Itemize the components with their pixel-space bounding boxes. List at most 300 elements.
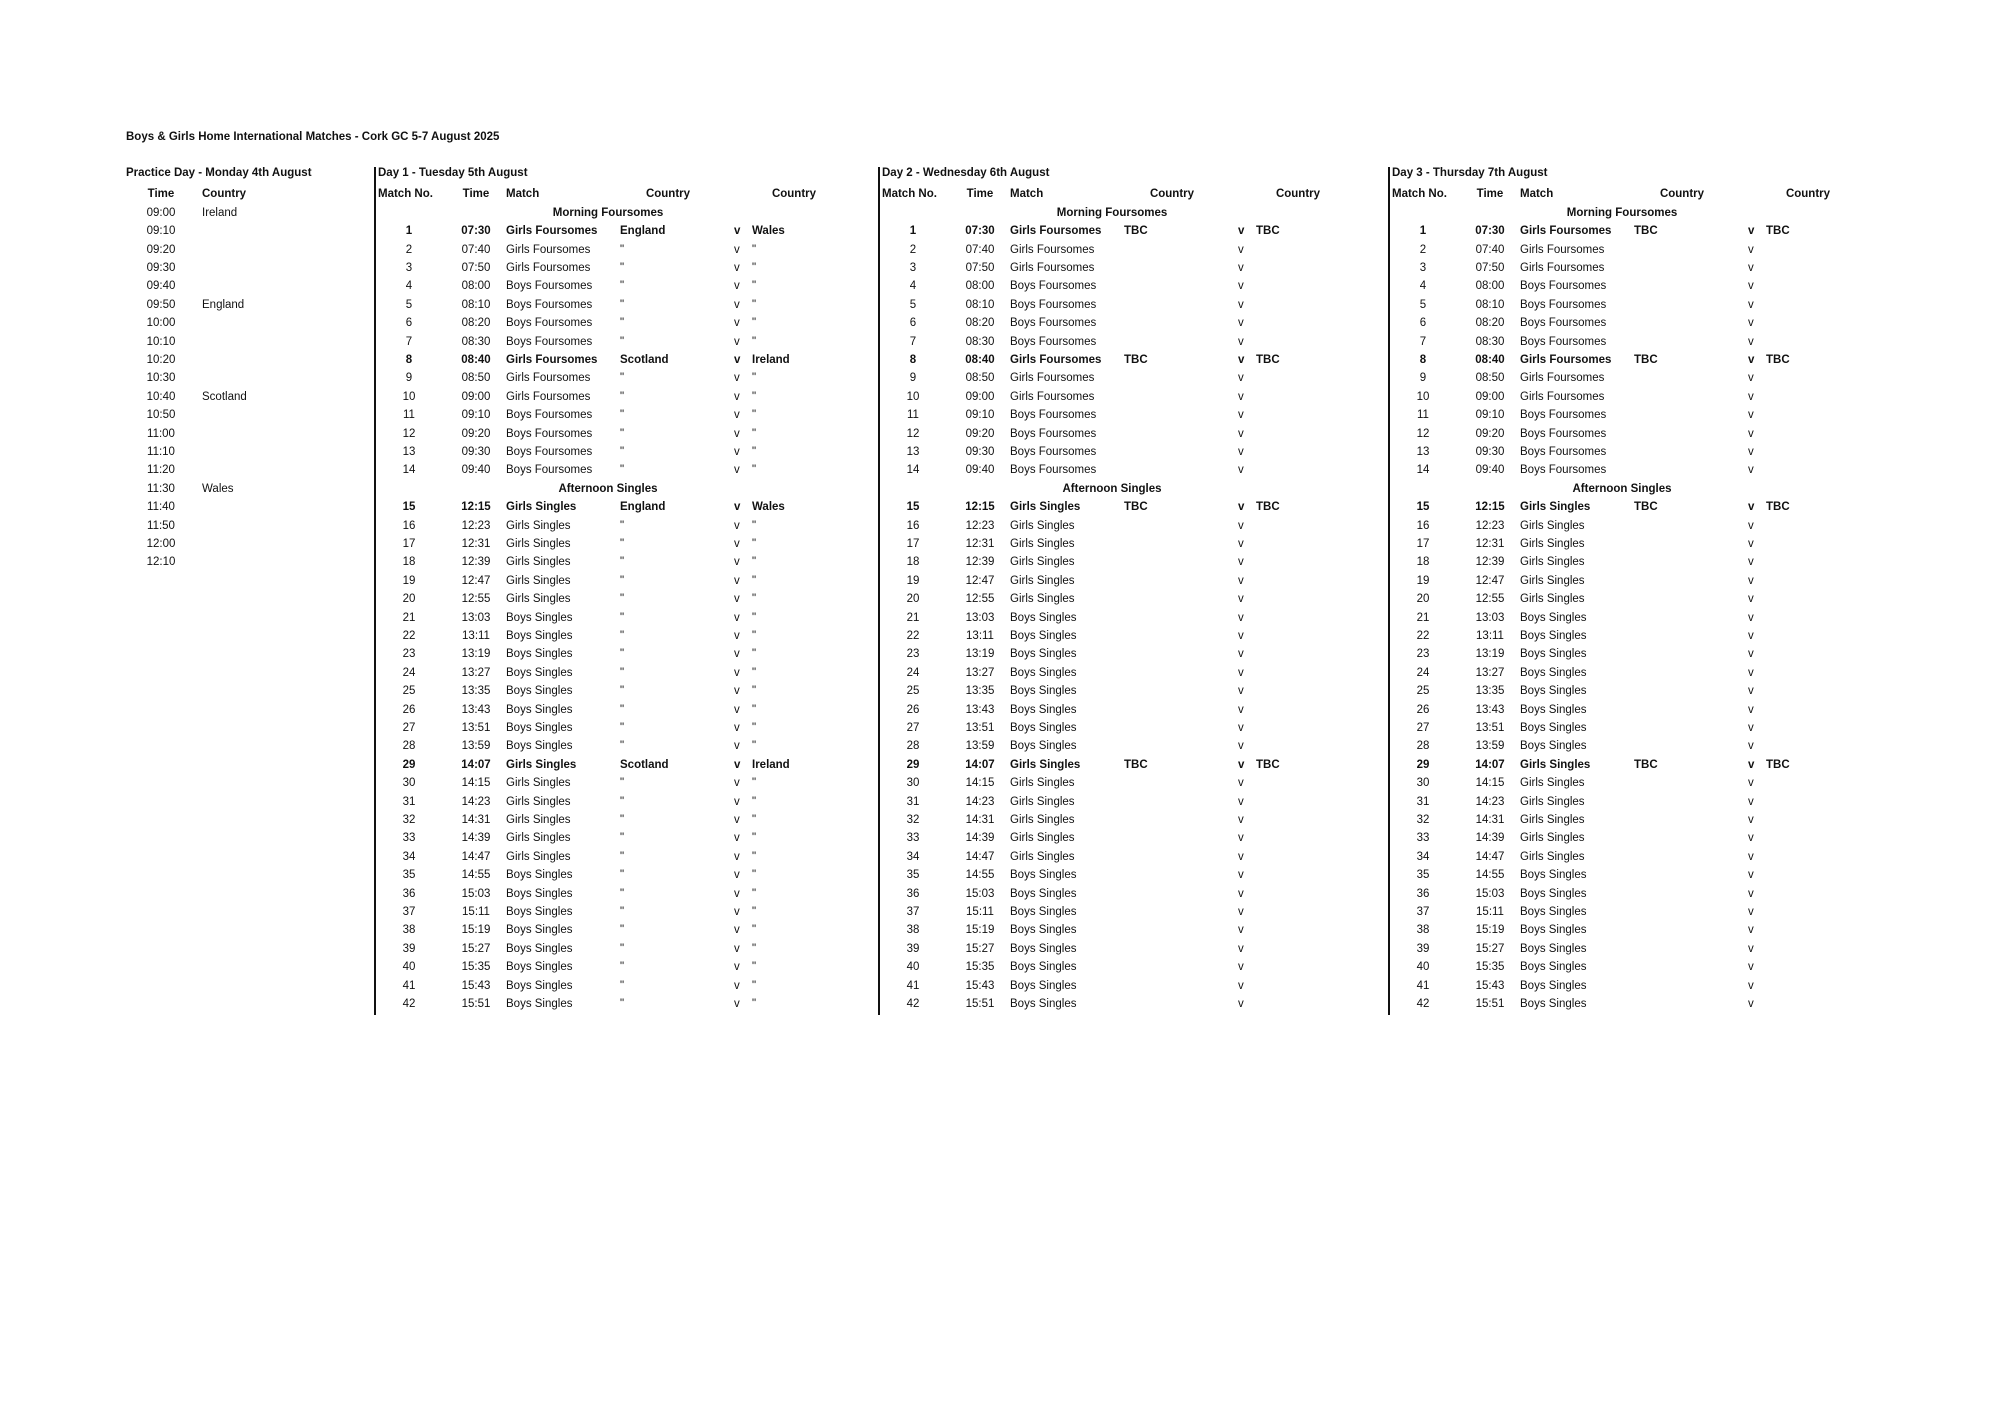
match-number: 13 — [1416, 446, 1430, 458]
match-type: Girls Singles — [1520, 574, 1585, 587]
match-type: Boys Singles — [1520, 703, 1587, 716]
practice-row — [126, 333, 366, 351]
country-1-ditto: " — [620, 961, 625, 974]
country-1: TBC — [1634, 354, 1658, 366]
match-time: 14:31 — [461, 814, 491, 826]
country-2-ditto: " — [752, 262, 757, 274]
versus-marker: v — [734, 961, 740, 974]
match-number: 36 — [906, 887, 920, 900]
match-type: Girls Singles — [1520, 538, 1585, 550]
country-2-ditto: " — [752, 998, 757, 1010]
country-2-ditto: " — [752, 666, 757, 679]
match-time: 08:40 — [965, 354, 995, 366]
match-row — [1392, 682, 1852, 700]
match-row — [1392, 553, 1852, 571]
match-number: 40 — [1416, 961, 1430, 974]
practice-country-header: Country — [202, 188, 247, 201]
match-row — [882, 627, 1342, 645]
match-number: 27 — [1416, 722, 1430, 734]
versus-marker: v — [1748, 556, 1754, 569]
match-time: 08:20 — [965, 317, 995, 330]
versus-marker: v — [1238, 942, 1244, 955]
versus-marker: v — [1238, 317, 1244, 330]
practice-row — [126, 204, 366, 222]
match-number: 30 — [906, 777, 920, 790]
versus-marker: v — [1748, 298, 1754, 311]
country-header: Country — [1659, 188, 1705, 201]
match-type: Boys Singles — [506, 630, 573, 642]
match-number: 1 — [909, 225, 917, 238]
match-row — [882, 277, 1342, 295]
match-row — [1392, 664, 1852, 682]
match-row — [882, 498, 1342, 516]
match-type: Girls Singles — [1010, 850, 1075, 863]
match-time: 12:55 — [965, 593, 995, 606]
match-number: 8 — [405, 354, 413, 366]
match-row — [882, 866, 1342, 884]
time-header: Time — [966, 188, 994, 201]
match-time: 14:23 — [1475, 795, 1505, 808]
morning-foursomes-label: Morning Foursomes — [552, 206, 664, 219]
country-header: Country — [1785, 188, 1831, 201]
versus-marker: v — [734, 298, 740, 311]
match-number: 24 — [1416, 666, 1430, 679]
versus-marker: v — [1748, 427, 1754, 440]
versus-marker: v — [1238, 685, 1244, 698]
match-row — [1392, 977, 1852, 995]
match-time: 09:00 — [461, 390, 491, 403]
match-number: 28 — [1416, 740, 1430, 753]
match-time: 08:50 — [965, 372, 995, 385]
country-2-ditto: " — [752, 906, 757, 918]
match-type: Boys Singles — [1520, 722, 1587, 734]
country-1-ditto: " — [620, 703, 625, 716]
versus-marker: v — [1748, 887, 1754, 900]
match-time: 15:11 — [462, 906, 490, 918]
country-1: England — [620, 225, 666, 238]
match-time: 09:30 — [461, 446, 491, 458]
match-number: 21 — [906, 611, 920, 624]
match-number: 13 — [402, 446, 416, 458]
versus-marker: v — [1238, 998, 1244, 1010]
versus-marker: v — [1748, 979, 1754, 992]
country-2-ditto: " — [752, 887, 757, 900]
match-time: 12:31 — [1475, 538, 1505, 550]
versus-marker: v — [1748, 942, 1754, 955]
match-type: Boys Singles — [1010, 648, 1077, 661]
versus-marker: v — [734, 409, 740, 422]
match-number: 29 — [402, 758, 416, 771]
match-number: 5 — [1419, 298, 1427, 311]
match-type: Girls Singles — [1520, 850, 1585, 863]
country-2-ditto: " — [752, 556, 757, 569]
match-number: 29 — [1416, 758, 1430, 771]
match-time: 09:10 — [965, 409, 995, 422]
versus-marker: v — [1748, 740, 1754, 753]
match-number: 14 — [1416, 464, 1430, 477]
match-row — [882, 793, 1342, 811]
versus-marker: v — [1748, 648, 1754, 661]
practice-time: 10:40 — [146, 390, 176, 403]
country-1-ditto: " — [620, 777, 625, 790]
match-time: 14:47 — [1475, 850, 1505, 863]
country-2-ditto: " — [752, 648, 757, 661]
match-number: 8 — [1419, 354, 1427, 366]
versus-marker: v — [734, 906, 740, 918]
match-time: 13:51 — [1475, 722, 1505, 734]
match-row — [1392, 296, 1852, 314]
match-time: 14:31 — [1475, 814, 1505, 826]
practice-time: 10:50 — [146, 409, 176, 422]
versus-marker: v — [1238, 280, 1244, 293]
match-type: Girls Foursomes — [506, 390, 591, 403]
match-type: Boys Foursomes — [1010, 427, 1097, 440]
match-number: 41 — [402, 979, 416, 992]
country-1-ditto: " — [620, 648, 625, 661]
match-row — [882, 314, 1342, 332]
match-time: 13:03 — [965, 611, 995, 624]
match-type: Boys Singles — [1010, 942, 1077, 955]
versus-marker: v — [1748, 519, 1754, 532]
match-time: 15:43 — [461, 979, 491, 992]
versus-marker: v — [1238, 354, 1245, 366]
match-time: 12:47 — [1475, 574, 1505, 587]
country-2: Ireland — [752, 354, 790, 366]
match-row — [378, 664, 838, 682]
match-type: Boys Singles — [506, 906, 573, 918]
match-row — [882, 443, 1342, 461]
match-type: Boys Foursomes — [1520, 427, 1607, 440]
match-type: Boys Singles — [506, 666, 573, 679]
day-header-row — [378, 185, 838, 203]
country-2-ditto: " — [752, 832, 757, 845]
versus-marker: v — [734, 740, 740, 753]
practice-time: 11:20 — [147, 464, 175, 477]
versus-marker: v — [1748, 574, 1754, 587]
match-number: 15 — [906, 501, 920, 514]
match-type: Girls Singles — [1010, 593, 1075, 606]
match-number: 9 — [1419, 372, 1427, 385]
versus-marker: v — [1238, 777, 1244, 790]
match-time: 15:19 — [461, 924, 491, 937]
match-number: 3 — [909, 262, 917, 274]
match-number: 22 — [906, 630, 920, 642]
match-number: 20 — [906, 593, 920, 606]
country-1-ditto: " — [620, 722, 625, 734]
match-row — [378, 719, 838, 737]
versus-marker: v — [1238, 869, 1244, 882]
match-row — [882, 701, 1342, 719]
country-1-ditto: " — [620, 795, 625, 808]
versus-marker: v — [1238, 335, 1244, 348]
match-number: 41 — [1416, 979, 1430, 992]
versus-marker: v — [1238, 887, 1244, 900]
match-time: 09:40 — [461, 464, 491, 477]
match-type: Boys Singles — [1520, 648, 1587, 661]
match-row — [378, 995, 838, 1013]
versus-marker: v — [734, 869, 740, 882]
match-number: 35 — [1416, 869, 1430, 882]
match-type: Boys Singles — [1010, 666, 1077, 679]
country-2: TBC — [1766, 225, 1790, 238]
match-row — [1392, 701, 1852, 719]
match-row — [1392, 885, 1852, 903]
versus-marker: v — [734, 630, 740, 642]
country-header: Country — [1149, 188, 1195, 201]
country-2-ditto: " — [752, 446, 757, 458]
match-row — [378, 848, 838, 866]
match-time: 14:07 — [1475, 758, 1505, 771]
country-2-ditto: " — [752, 979, 757, 992]
match-type: Girls Singles — [1520, 501, 1591, 514]
match-time: 13:03 — [1475, 611, 1505, 624]
match-number: 5 — [405, 298, 413, 311]
practice-row — [126, 425, 366, 443]
match-type: Boys Foursomes — [1520, 335, 1607, 348]
match-no-header: Match No. — [1392, 188, 1447, 201]
match-type: Girls Singles — [1520, 814, 1585, 826]
day-title: Day 2 - Wednesday 6th August — [882, 167, 1050, 179]
match-number: 38 — [906, 924, 920, 937]
match-type: Boys Singles — [1520, 685, 1587, 698]
match-time: 14:39 — [461, 832, 491, 845]
match-row — [378, 774, 838, 792]
match-row — [1392, 829, 1852, 847]
match-row — [882, 903, 1342, 921]
match-row — [378, 222, 838, 240]
country-2-ditto: " — [752, 593, 757, 606]
country-2-ditto: " — [752, 795, 757, 808]
match-type: Girls Foursomes — [506, 354, 598, 366]
practice-time-header: Time — [147, 188, 175, 201]
match-number: 10 — [1416, 390, 1430, 403]
match-number: 24 — [402, 666, 416, 679]
match-number: 14 — [906, 464, 920, 477]
match-type: Boys Singles — [1010, 924, 1077, 937]
country-2-ditto: " — [752, 298, 757, 311]
match-number: 38 — [402, 924, 416, 937]
match-time: 15:03 — [965, 887, 995, 900]
match-row — [882, 977, 1342, 995]
match-row — [882, 259, 1342, 277]
versus-marker: v — [1748, 685, 1754, 698]
match-number: 42 — [1416, 998, 1430, 1010]
match-time: 13:43 — [965, 703, 995, 716]
match-row — [378, 829, 838, 847]
match-time: 15:51 — [965, 998, 995, 1010]
versus-marker: v — [1238, 814, 1244, 826]
morning-foursomes-label: Morning Foursomes — [1056, 206, 1168, 219]
practice-row — [126, 241, 366, 259]
match-time: 15:27 — [1475, 942, 1505, 955]
match-type: Boys Foursomes — [506, 298, 593, 311]
match-row — [378, 627, 838, 645]
match-time: 09:20 — [461, 427, 491, 440]
practice-header-row — [126, 185, 366, 203]
match-time: 12:15 — [1475, 501, 1505, 514]
versus-marker: v — [1748, 225, 1755, 238]
match-row — [882, 553, 1342, 571]
practice-country: Ireland — [202, 206, 238, 219]
match-row — [378, 793, 838, 811]
match-time: 09:00 — [1475, 390, 1505, 403]
match-time: 08:10 — [965, 298, 995, 311]
versus-marker: v — [1748, 354, 1755, 366]
versus-marker: v — [734, 832, 740, 845]
match-time: 07:50 — [461, 262, 491, 274]
match-time: 07:40 — [461, 243, 491, 256]
match-type: Boys Singles — [1520, 906, 1587, 918]
match-number: 40 — [402, 961, 416, 974]
match-row — [1392, 793, 1852, 811]
match-time: 15:03 — [1475, 887, 1505, 900]
match-type: Girls Singles — [506, 501, 577, 514]
versus-marker: v — [1748, 777, 1754, 790]
match-number: 23 — [402, 648, 416, 661]
practice-time: 09:00 — [146, 206, 176, 219]
match-row — [378, 609, 838, 627]
versus-marker: v — [734, 538, 740, 550]
country-1-ditto: " — [620, 850, 625, 863]
match-type: Boys Singles — [1520, 979, 1587, 992]
match-row — [1392, 848, 1852, 866]
country-2-ditto: " — [752, 335, 757, 348]
practice-row — [126, 535, 366, 553]
match-number: 40 — [906, 961, 920, 974]
match-time: 08:00 — [1475, 280, 1505, 293]
versus-marker: v — [1748, 464, 1754, 477]
match-number: 36 — [1416, 887, 1430, 900]
match-type: Boys Foursomes — [1010, 409, 1097, 422]
country-1-ditto: " — [620, 335, 625, 348]
match-time: 08:40 — [461, 354, 491, 366]
country-1: TBC — [1124, 225, 1148, 238]
match-time: 12:15 — [965, 501, 995, 514]
match-row — [882, 940, 1342, 958]
match-type: Girls Singles — [1010, 501, 1081, 514]
match-row — [378, 885, 838, 903]
match-row — [882, 995, 1342, 1013]
match-type: Boys Singles — [506, 685, 573, 698]
country-1: England — [620, 501, 666, 514]
country-2-ditto: " — [752, 850, 757, 863]
match-row — [1392, 572, 1852, 590]
match-type: Boys Foursomes — [1520, 446, 1607, 458]
match-type: Girls Singles — [506, 519, 571, 532]
practice-time: 09:40 — [146, 280, 176, 293]
match-type: Girls Singles — [1010, 777, 1075, 790]
versus-marker: v — [1748, 832, 1754, 845]
match-time: 12:39 — [965, 556, 995, 569]
practice-time: 11:50 — [147, 519, 175, 532]
match-time: 14:23 — [461, 795, 491, 808]
match-time: 13:11 — [966, 630, 994, 642]
match-type: Boys Singles — [1010, 611, 1077, 624]
match-row — [1392, 921, 1852, 939]
match-time: 07:30 — [965, 225, 995, 238]
match-time: 14:07 — [461, 758, 491, 771]
practice-row — [126, 498, 366, 516]
country-2: TBC — [1256, 501, 1280, 514]
country-1-ditto: " — [620, 280, 625, 293]
match-type: Boys Singles — [506, 979, 573, 992]
match-type: Boys Foursomes — [1520, 409, 1607, 422]
match-row — [1392, 737, 1852, 755]
country-1-ditto: " — [620, 814, 625, 826]
country-2-ditto: " — [752, 777, 757, 790]
match-row — [378, 811, 838, 829]
versus-marker: v — [1748, 906, 1754, 918]
versus-marker: v — [734, 979, 740, 992]
match-type: Boys Singles — [506, 703, 573, 716]
match-time: 08:10 — [461, 298, 491, 311]
match-row — [882, 333, 1342, 351]
match-number: 34 — [1416, 850, 1430, 863]
match-time: 15:43 — [1475, 979, 1505, 992]
match-row — [378, 645, 838, 663]
versus-marker: v — [734, 924, 740, 937]
match-row — [378, 277, 838, 295]
match-time: 15:11 — [1476, 906, 1504, 918]
match-type: Girls Singles — [506, 777, 571, 790]
match-row — [1392, 756, 1852, 774]
match-no-header: Match No. — [882, 188, 937, 201]
match-row — [1392, 351, 1852, 369]
country-1-ditto: " — [620, 538, 625, 550]
match-time: 15:51 — [1475, 998, 1505, 1010]
country-2-ditto: " — [752, 390, 757, 403]
country-1-ditto: " — [620, 464, 625, 477]
versus-marker: v — [1238, 519, 1244, 532]
versus-marker: v — [1748, 372, 1754, 385]
match-time: 09:30 — [965, 446, 995, 458]
country-1-ditto: " — [620, 887, 625, 900]
match-row — [378, 958, 838, 976]
match-number: 12 — [1416, 427, 1430, 440]
versus-marker: v — [734, 446, 740, 458]
match-time: 12:39 — [1475, 556, 1505, 569]
versus-marker: v — [1238, 409, 1244, 422]
country-1-ditto: " — [620, 740, 625, 753]
match-number: 16 — [1416, 519, 1430, 532]
versus-marker: v — [1238, 593, 1244, 606]
match-type: Boys Foursomes — [506, 427, 593, 440]
country-1: TBC — [1124, 354, 1148, 366]
match-type: Girls Singles — [506, 556, 571, 569]
versus-marker: v — [734, 942, 740, 955]
match-type: Girls Singles — [1520, 519, 1585, 532]
practice-time: 11:10 — [147, 446, 175, 458]
match-number: 13 — [906, 446, 920, 458]
match-time: 12:55 — [1475, 593, 1505, 606]
match-type: Boys Foursomes — [506, 335, 593, 348]
match-time: 12:23 — [1475, 519, 1505, 532]
country-1-ditto: " — [620, 372, 625, 385]
country-1-ditto: " — [620, 869, 625, 882]
match-type: Girls Singles — [1010, 758, 1081, 771]
match-type: Boys Singles — [1520, 630, 1587, 642]
country-1-ditto: " — [620, 942, 625, 955]
match-time: 08:30 — [1475, 335, 1505, 348]
match-time: 07:30 — [1475, 225, 1505, 238]
country-1-ditto: " — [620, 446, 625, 458]
versus-marker: v — [734, 593, 740, 606]
match-time: 12:39 — [461, 556, 491, 569]
versus-marker: v — [1748, 446, 1754, 458]
match-type: Girls Foursomes — [1520, 243, 1605, 256]
versus-marker: v — [1238, 740, 1244, 753]
match-number: 25 — [906, 685, 920, 698]
